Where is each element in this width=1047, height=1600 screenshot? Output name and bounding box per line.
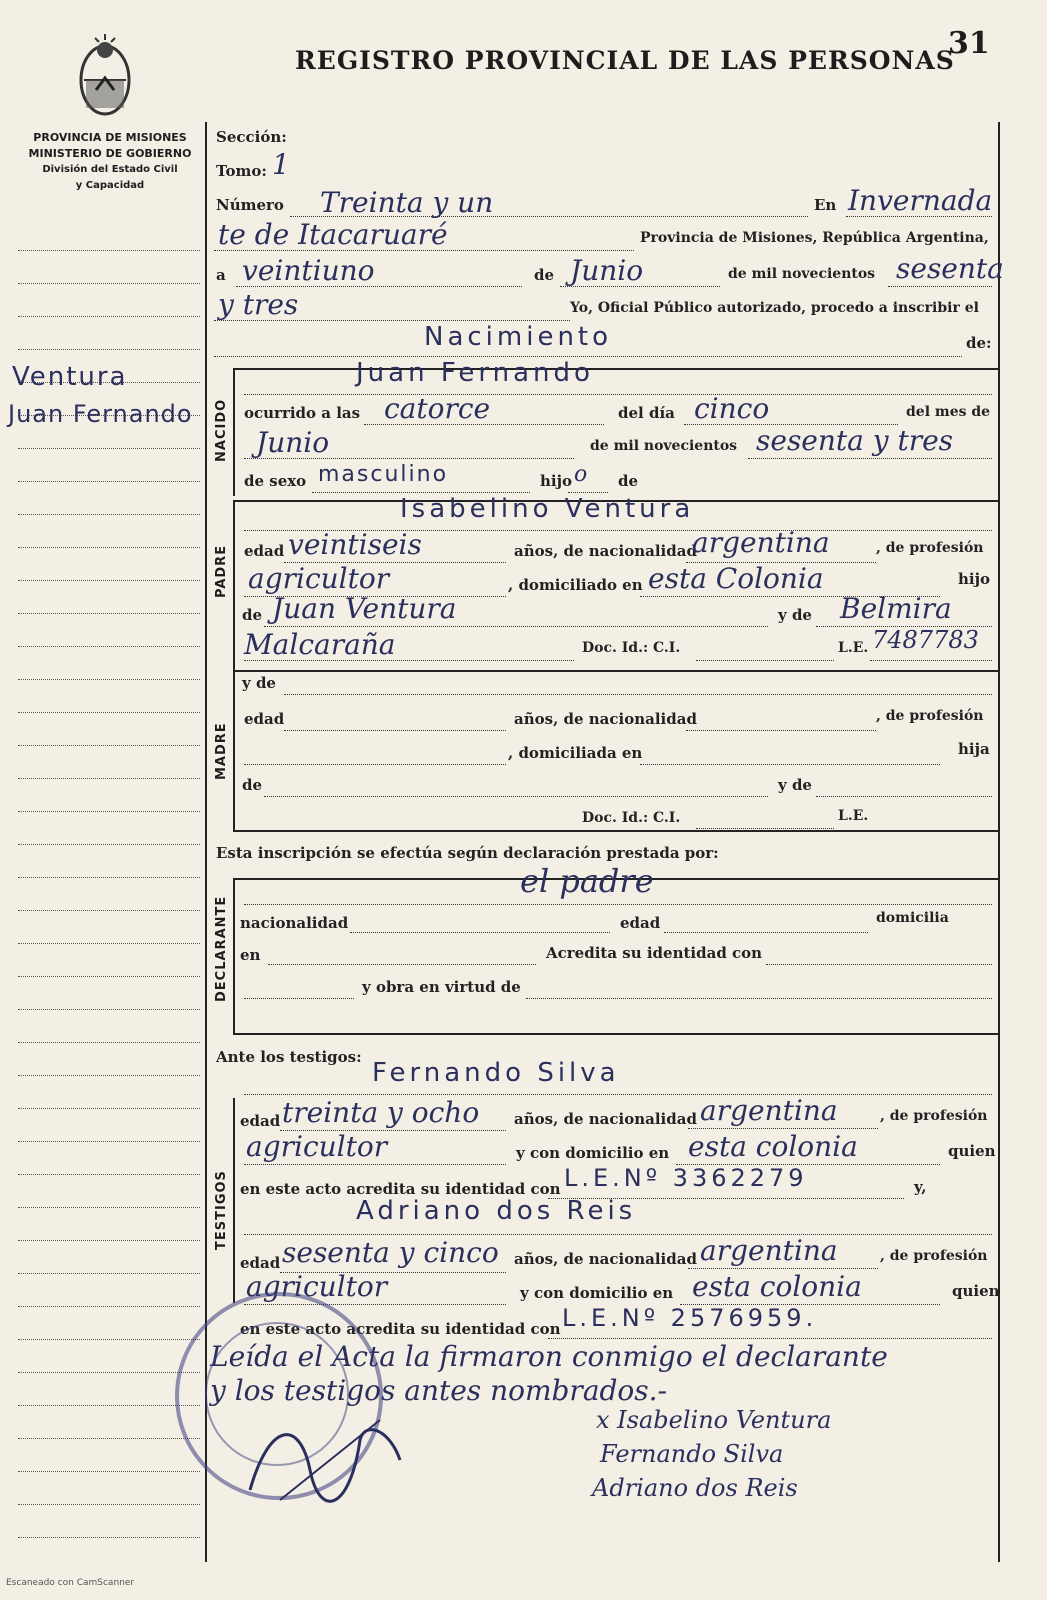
padre-yde-value: Belmira [840,592,952,625]
domiciliado-label: , domiciliado en [508,576,643,594]
decl-nac-line [350,932,610,933]
testigos-label: TESTIGOS [214,1170,229,1250]
hijo-label: hijo [540,472,573,490]
acredita-label: Acredita su identidad con [546,944,763,962]
margin-dotted-line [18,283,200,284]
madre-de-line [264,796,768,797]
decl-obra-line2 [526,998,992,999]
madre-box-line [233,670,235,830]
margin-dotted-line [18,481,200,482]
madre-prof-label: , de profesión [876,708,984,724]
domicilia-label: domicilia [876,910,949,926]
document-title: REGISTRO PROVINCIAL DE LAS PERSONAS [295,46,955,75]
madre-anos-label: años, de nacionalidad [514,710,697,728]
margin-dotted-line [18,1471,200,1472]
place2-value: te de Itacaruaré [218,218,448,251]
margin-dotted-line [18,613,200,614]
decl-acredita-line [766,964,992,965]
madre-y-de-label: y de [242,674,276,692]
t2-prof-label: , de profesión [880,1248,988,1264]
margin-dotted-line [18,1108,200,1109]
nacido-box-line [233,368,235,496]
margin-dotted-line [18,1339,200,1340]
t1-name-line [244,1094,992,1095]
madre-yde-label: y de [778,776,812,794]
padre-nac-value: argentina [692,526,830,559]
obra-label: y obra en virtud de [362,978,521,996]
t1-edad-value: treinta y ocho [282,1096,480,1129]
declarante-value: el padre [520,862,654,900]
nacido-label: NACIDO [214,398,229,462]
margin-dotted-line [18,250,200,251]
margin-dotted-line [18,1207,200,1208]
t1-prof-line [244,1164,506,1165]
ministry-line: MINISTERIO DE GOBIERNO [28,147,192,160]
hijo-o-value: o [574,462,588,487]
t2-nac-line [688,1268,878,1269]
t2-dom-label: y con domicilio en [520,1284,674,1302]
anio-value: sesenta [896,252,1004,285]
margin-dotted-line [18,1438,200,1439]
madre-doc-label: Doc. Id.: C.I. [582,810,681,826]
margin-dotted-line [18,514,200,515]
de-profesion-label: , de profesión [876,540,984,556]
t2-quien-label: quien [952,1282,1000,1300]
padre-de-line [264,626,768,627]
madre-le-label: L.E. [838,808,869,824]
t2-doc-line [548,1338,992,1339]
mes-value: Junio [570,254,644,287]
t1-quien-label: quien [948,1142,996,1160]
de-sexo-label: de sexo [244,472,307,490]
padre-dom-value: esta Colonia [648,562,824,595]
edad-label: edad [244,542,285,560]
madre-nac-line [686,730,876,731]
signature-witness-1: Fernando Silva [600,1440,784,1468]
nacido-box-top [233,368,998,370]
seccion-label: Sección: [216,128,287,146]
t1-prof-value: agricultor [246,1130,388,1163]
acto-line [214,356,962,357]
margin-dotted-line [18,943,200,944]
testigos-box-line [233,1098,235,1303]
folio-number: 31 [948,26,990,61]
margin-dotted-line [18,1273,200,1274]
margin-dotted-line [18,745,200,746]
margin-dotted-line [18,1174,200,1175]
t1-en-este-label: en este acto acredita su identidad con [240,1180,561,1198]
official-signature-scribble [240,1400,410,1520]
oficial-label: Yo, Oficial Público autorizado, procedo a inscribir el [570,300,979,316]
t2-prof-value: agricultor [246,1270,388,1303]
margin-dotted-line [18,1504,200,1505]
anio-line [888,286,992,287]
hora-value: catorce [384,392,491,425]
t2-edad-label: edad [240,1254,281,1272]
dia-nac-value: cinco [694,392,770,425]
margin-dotted-line [18,679,200,680]
de-3-label: de [242,606,263,624]
madre-yde-line [816,796,992,797]
padre-ci-line [696,660,834,661]
anos-nac-label: años, de nacionalidad [514,542,697,560]
padre-le-value: 7487783 [872,626,979,654]
margin-dotted-line [18,1537,200,1538]
padre-box-line [233,500,235,670]
del-dia-label: del día [618,404,675,422]
decl-obra-line1 [244,998,354,999]
t2-edad-value: sesenta y cinco [282,1236,499,1269]
ministry-block [20,130,200,194]
madre-dom-line [640,764,940,765]
margin-dotted-line [18,910,200,911]
de-mil-2-label: de mil novecientos [590,438,738,454]
t1-prof-label: , de profesión [880,1108,988,1124]
t2-dom-value: esta colonia [692,1270,862,1303]
margin-dotted-line [18,844,200,845]
t2-anos-label: años, de nacionalidad [514,1250,697,1268]
margin-dotted-line [18,1075,200,1076]
de-label: de [534,266,555,284]
madre-label: MADRE [214,722,229,780]
t1-edad-label: edad [240,1112,281,1130]
t2-doc-value: L.E.Nº 2576959. [562,1304,818,1332]
madre-ci-line [696,828,834,829]
nacionalidad-label: nacionalidad [240,914,349,932]
t1-nac-value: argentina [700,1094,838,1127]
declarante-name-line [244,904,992,905]
margin-dotted-line [18,1240,200,1241]
testigos-label-text: Ante los testigos: [216,1048,362,1066]
decl-edad-label: edad [620,914,661,932]
declarante-box-bottom [233,1033,998,1035]
padre-de-value: Juan Ventura [272,592,457,625]
t2-name-value: Adriano dos Reis [356,1196,637,1226]
scanner-footer: Escaneado con CamScanner [6,1578,135,1588]
le-label: L.E. [838,640,869,656]
margin-dotted-line [18,976,200,977]
decl-en-line [268,964,536,965]
t1-anos-label: años, de nacionalidad [514,1110,697,1128]
t1-y-label: y, [914,1178,927,1196]
coat-of-arms-icon [72,30,138,124]
margin-dotted-line [18,877,200,878]
y-de-label: y de [778,606,812,624]
madre-name-line [284,694,992,695]
madre-box-bottom [233,830,998,832]
de-2-label: de [618,472,639,490]
decl-edad-line [664,932,868,933]
signature-witness-2: Adriano dos Reis [592,1474,798,1502]
closing-line-2: y los testigos antes nombrados.- [210,1374,668,1407]
dia-value: veintiuno [242,254,375,287]
t2-name-line [244,1234,992,1235]
margin-dotted-line [18,448,200,449]
padre-yde2-value: Malcaraña [244,628,396,661]
margin-dotted-line [18,349,200,350]
nacido-name-value: Juan Fernando [356,358,594,388]
hija-label: hija [958,740,990,758]
t1-dom-value: esta colonia [688,1130,858,1163]
ministry-line: División del Estado Civil [42,164,178,175]
signature-declarante: x Isabelino Ventura [596,1406,832,1434]
doc-id-label: Doc. Id.: C.I. [582,640,681,656]
madre-box-top [233,670,998,672]
madre-edad-label: edad [244,710,285,728]
t1-nac-line [688,1128,878,1129]
provincia-label: Provincia de Misiones, República Argentina, [640,230,989,246]
numero-label: Número [216,196,284,214]
t1-dom-label: y con domicilio en [516,1144,670,1162]
de-mil-label: de mil novecientos [728,266,876,282]
t1-name-value: Fernando Silva [372,1058,620,1088]
a-label: a [216,266,226,284]
tomo-value: 1 [272,148,290,181]
margin-dotted-line [18,1042,200,1043]
inscripcion-label: Esta inscripción se efectúa según declaración prestada por: [216,844,719,862]
t2-en-este-label: en este acto acredita su identidad con [240,1320,561,1338]
ministry-line: PROVINCIA DE MISIONES [33,131,187,144]
tomo-label: Tomo: [216,162,267,180]
anio-nac-value: sesenta y tres [756,424,954,457]
padre-le-line [870,660,992,661]
closing-line-1: Leída el Acta la firmaron conmigo el declarante [210,1340,888,1373]
ocurrido-label: ocurrido a las [244,404,361,422]
anio-nac-line [748,458,992,459]
declarante-box-line [233,878,235,1033]
decl-en-label: en [240,946,261,964]
margin-dotted-line [18,712,200,713]
form-right-border [998,122,1000,1562]
madre-prof-line [244,764,506,765]
margin-dotted-line [18,778,200,779]
margin-dotted-line [18,547,200,548]
t2-nac-value: argentina [700,1234,838,1267]
padre-edad-value: veintiseis [288,528,422,561]
margin-dotted-line [18,1306,200,1307]
margin-dotted-line [18,1009,200,1010]
margin-given-name: Juan Fernando [8,400,193,428]
margin-dotted-line [18,646,200,647]
sexo-value: masculino [318,462,449,487]
en-place-value: Invernada [848,184,993,217]
ministry-line: y Capacidad [75,180,145,191]
en-label: En [814,196,837,214]
padre-label: PADRE [214,544,229,598]
margin-surname: Ventura [12,362,128,392]
margin-dotted-line [18,316,200,317]
margin-dotted-line [18,1405,200,1406]
declarante-label: DECLARANTE [214,895,229,1002]
de-colon-label: de: [966,334,992,352]
acto-value: Nacimiento [424,322,613,352]
mes-nac-value: Junio [256,426,330,459]
margin-dotted-line [18,580,200,581]
domiciliada-label: , domiciliada en [508,744,643,762]
sexo-line [312,492,530,493]
anio2-value: y tres [218,288,299,321]
t1-doc-value: L.E.Nº 3362279 [564,1164,808,1192]
hijo-2-label: hijo [958,570,991,588]
padre-name-value: Isabelino Ventura [400,494,695,524]
margin-dotted-line [18,1141,200,1142]
numero-value: Treinta y un [320,186,494,219]
nacido-name-line [244,394,992,395]
madre-edad-line [284,730,506,731]
del-mes-label: del mes de [906,404,991,420]
margin-dotted-line [18,811,200,812]
hijo-line [568,492,608,493]
madre-de-label: de [242,776,263,794]
padre-prof-value: agricultor [248,562,390,595]
margin-dotted-line [18,1372,200,1373]
